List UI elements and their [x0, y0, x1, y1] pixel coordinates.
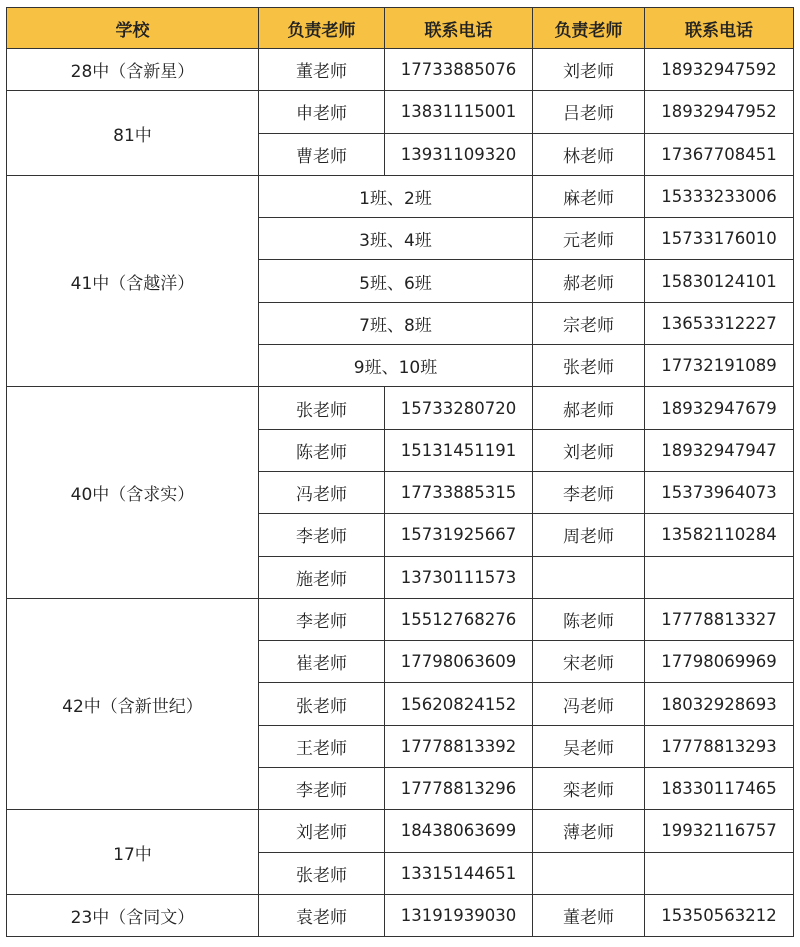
phone-number: 18932947679 — [645, 387, 794, 429]
empty-cell — [533, 556, 645, 598]
class-range: 5班、6班 — [259, 260, 533, 302]
phone-number: 13831115001 — [385, 91, 533, 133]
phone-number: 18438063699 — [385, 810, 533, 852]
header-phone-1: 联系电话 — [385, 8, 533, 49]
contact-table-container — [6, 7, 794, 937]
phone-number: 15512768276 — [385, 598, 533, 640]
teacher-name: 李老师 — [533, 471, 645, 513]
teacher-name: 申老师 — [259, 91, 385, 133]
phone-number: 17778813392 — [385, 725, 533, 767]
school-name: 42中（含新世纪） — [7, 598, 259, 809]
teacher-name: 周老师 — [533, 514, 645, 556]
teacher-name: 薄老师 — [533, 810, 645, 852]
teacher-name: 刘老师 — [533, 49, 645, 91]
phone-number: 15830124101 — [645, 260, 794, 302]
teacher-name: 元老师 — [533, 218, 645, 260]
phone-number: 15373964073 — [645, 471, 794, 513]
phone-number: 17798063609 — [385, 641, 533, 683]
teacher-name: 郝老师 — [533, 387, 645, 429]
table-row — [7, 810, 794, 852]
phone-number: 18032928693 — [645, 683, 794, 725]
header-teacher-1: 负责老师 — [259, 8, 385, 49]
phone-number: 13653312227 — [645, 302, 794, 344]
teacher-name: 刘老师 — [259, 810, 385, 852]
teacher-name: 栾老师 — [533, 768, 645, 810]
teacher-name: 宗老师 — [533, 302, 645, 344]
empty-cell — [533, 852, 645, 894]
table-row — [7, 49, 794, 91]
phone-number: 17733885076 — [385, 49, 533, 91]
phone-number: 15131451191 — [385, 429, 533, 471]
teacher-name: 冯老师 — [259, 471, 385, 513]
teacher-name: 刘老师 — [533, 429, 645, 471]
phone-number: 15733176010 — [645, 218, 794, 260]
phone-number: 17778813296 — [385, 768, 533, 810]
phone-number: 15731925667 — [385, 514, 533, 556]
class-range: 3班、4班 — [259, 218, 533, 260]
phone-number: 17778813293 — [645, 725, 794, 767]
phone-number: 19932116757 — [645, 810, 794, 852]
school-name: 41中（含越洋） — [7, 175, 259, 386]
teacher-name: 林老师 — [533, 133, 645, 175]
table-row — [7, 175, 794, 217]
school-name: 23中（含同文） — [7, 894, 259, 936]
school-name: 81中 — [7, 91, 259, 176]
class-range: 1班、2班 — [259, 175, 533, 217]
teacher-name: 吕老师 — [533, 91, 645, 133]
school-name: 40中（含求实） — [7, 387, 259, 598]
teacher-name: 李老师 — [259, 768, 385, 810]
header-phone-2: 联系电话 — [645, 8, 794, 49]
phone-number: 17733885315 — [385, 471, 533, 513]
phone-number: 18932947952 — [645, 91, 794, 133]
phone-number: 13931109320 — [385, 133, 533, 175]
phone-number: 13582110284 — [645, 514, 794, 556]
teacher-name: 施老师 — [259, 556, 385, 598]
table-row — [7, 387, 794, 429]
phone-number: 15733280720 — [385, 387, 533, 429]
teacher-name: 曹老师 — [259, 133, 385, 175]
teacher-name: 李老师 — [259, 514, 385, 556]
table-row — [7, 894, 794, 936]
teacher-name: 吴老师 — [533, 725, 645, 767]
header-school: 学校 — [7, 8, 259, 49]
phone-number: 17778813327 — [645, 598, 794, 640]
teacher-name: 陈老师 — [533, 598, 645, 640]
teacher-name: 李老师 — [259, 598, 385, 640]
phone-number: 18932947947 — [645, 429, 794, 471]
teacher-name: 张老师 — [533, 345, 645, 387]
teacher-name: 袁老师 — [259, 894, 385, 936]
teacher-name: 崔老师 — [259, 641, 385, 683]
class-range: 9班、10班 — [259, 345, 533, 387]
teacher-name: 董老师 — [259, 49, 385, 91]
phone-number: 13730111573 — [385, 556, 533, 598]
teacher-name: 郝老师 — [533, 260, 645, 302]
teacher-name: 张老师 — [259, 852, 385, 894]
empty-cell — [645, 556, 794, 598]
empty-cell — [645, 852, 794, 894]
phone-number: 17798069969 — [645, 641, 794, 683]
table-header-row — [7, 8, 794, 49]
phone-number: 15350563212 — [645, 894, 794, 936]
phone-number: 13315144651 — [385, 852, 533, 894]
phone-number: 17732191089 — [645, 345, 794, 387]
teacher-name: 董老师 — [533, 894, 645, 936]
phone-number: 15620824152 — [385, 683, 533, 725]
teacher-name: 陈老师 — [259, 429, 385, 471]
teacher-name: 张老师 — [259, 683, 385, 725]
teacher-name: 麻老师 — [533, 175, 645, 217]
table-row — [7, 598, 794, 640]
header-teacher-2: 负责老师 — [533, 8, 645, 49]
teacher-name: 张老师 — [259, 387, 385, 429]
school-name: 17中 — [7, 810, 259, 895]
teacher-name: 冯老师 — [533, 683, 645, 725]
class-range: 7班、8班 — [259, 302, 533, 344]
teacher-name: 王老师 — [259, 725, 385, 767]
phone-number: 15333233006 — [645, 175, 794, 217]
teacher-contact-table — [6, 7, 794, 937]
school-name: 28中（含新星） — [7, 49, 259, 91]
phone-number: 18932947592 — [645, 49, 794, 91]
teacher-name: 宋老师 — [533, 641, 645, 683]
phone-number: 13191939030 — [385, 894, 533, 936]
phone-number: 17367708451 — [645, 133, 794, 175]
phone-number: 18330117465 — [645, 768, 794, 810]
table-row — [7, 91, 794, 133]
